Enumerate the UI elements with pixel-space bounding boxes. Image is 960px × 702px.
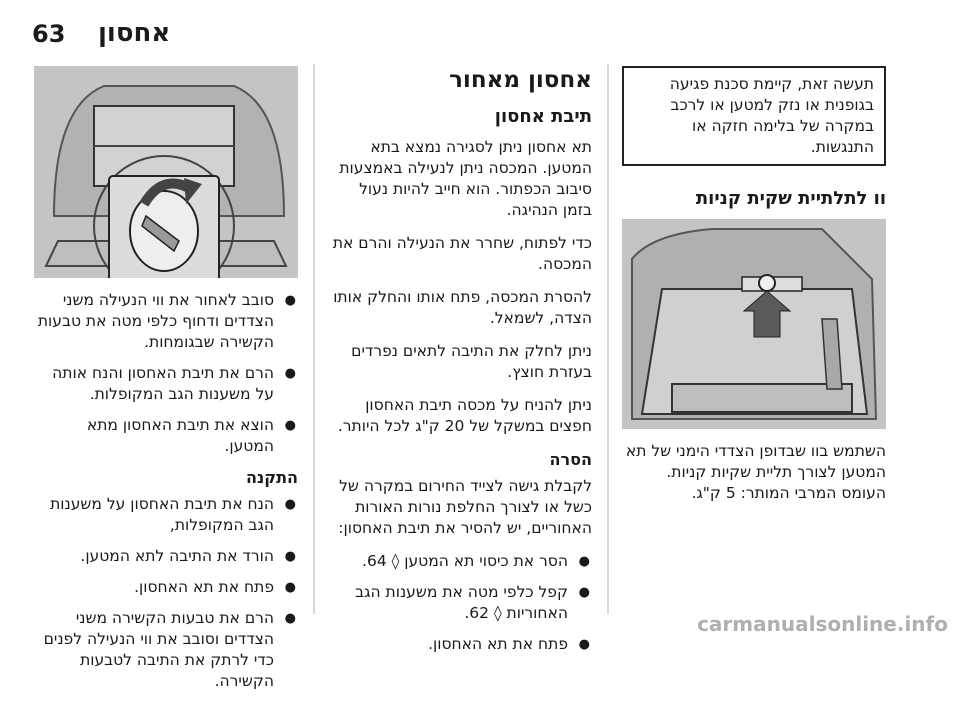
paragraph: לקבלת גישה לצייד החירום במקרה של כשל או לצורך החלפת נורות האורות האחוריים, יש להסיר את תיבת האחסון:: [338, 477, 592, 537]
list-item: ● הסר את כיסוי תא המטען ◊ 64.: [328, 551, 592, 572]
right-column: [622, 66, 886, 516]
left-column: [34, 66, 298, 702]
list-item: ● קפל כלפי מטה את משענות הגב האחוריות ◊ 62.: [328, 582, 592, 624]
page-number: 63: [32, 20, 66, 48]
middle-column: [328, 66, 592, 665]
page-title: אחסון: [98, 18, 171, 48]
paragraph: כדי לפתוח, שחרר את הנעילה והרם את המכסה.: [332, 234, 592, 273]
list-item: ● הרם את טבעות הקשירה משני הצדדים וסובב את ווי הנעילה לפנים כדי לרתק את התיבה לטבעות הקשירה.: [34, 608, 298, 692]
removal-steps: [328, 551, 592, 655]
storage-box-figure: [34, 66, 298, 278]
subsection-heading: תיבת אחסון: [494, 106, 592, 127]
storage-box-illustration: [34, 66, 298, 278]
bag-hook-figure: [622, 219, 886, 429]
install-heading: התקנה: [246, 468, 298, 487]
list-item: ● סובב לאחור את ווי הנעילה משני הצדדים ודחוף כלפי מטה את טבעות הקשירה שבגומחות.: [34, 290, 298, 353]
list-item: ● פתח את תא האחסון.: [34, 577, 298, 598]
list-item: ● הרם את תיבת האחסון והנח אותה על משענות הגב המקופלות.: [34, 363, 298, 405]
list-item: ● הורד את התיבה לתא המטען.: [34, 546, 298, 567]
list-item: ● הוצא את תיבת האחסון מתא המטען.: [34, 415, 298, 457]
warning-text: תעשה זאת, קיימת סכנת פגיעה בגופנית או נזק למטען או לרכב במקרה של בלימה חזקה או התנגשות.: [669, 75, 874, 156]
list-item: ● פתח את תא האחסון.: [328, 634, 592, 655]
column-divider: [607, 64, 609, 614]
shopping-hook-heading: וו לתלתיית שקית קניות: [695, 188, 886, 209]
column-divider: [313, 64, 315, 614]
paragraph: השתמש בוו שבדופן הצדדי הימני של תא המטען לצורך תליית שקיות קניות. העומס המרבי המותר: 5 ק"ג.: [625, 442, 886, 502]
watermark: carmanualsonline.info: [697, 612, 948, 636]
bag-hook-illustration: [622, 219, 886, 429]
section-heading: אחסון מאחור: [449, 67, 592, 93]
removal-steps-continued: [34, 290, 298, 457]
warning-box: [622, 66, 886, 166]
install-steps: [34, 494, 298, 692]
paragraph: תא אחסון ניתן לסגירה נמצא בתא המטען. המכסה ניתן לנעילה באמצעות סיבוב הכפתור. הוא חייב להיות נעול בזמן הנהיגה.: [339, 138, 592, 219]
paragraph: להסרת המכסה, פתח אותו והחלק אותו הצדה, לשמאל.: [333, 288, 592, 327]
paragraph: ניתן להניח על מכסה תיבת האחסון חפצים במשקל של 20 ק"ג לכל היותר.: [337, 396, 592, 435]
list-item: ● הנח את תיבת האחסון על משענות הגב המקופלות,: [34, 494, 298, 536]
removal-heading: הסרה: [549, 450, 592, 469]
paragraph: ניתן לחלק את התיבה לתאים נפרדים בעזרת חוצץ.: [351, 342, 592, 381]
